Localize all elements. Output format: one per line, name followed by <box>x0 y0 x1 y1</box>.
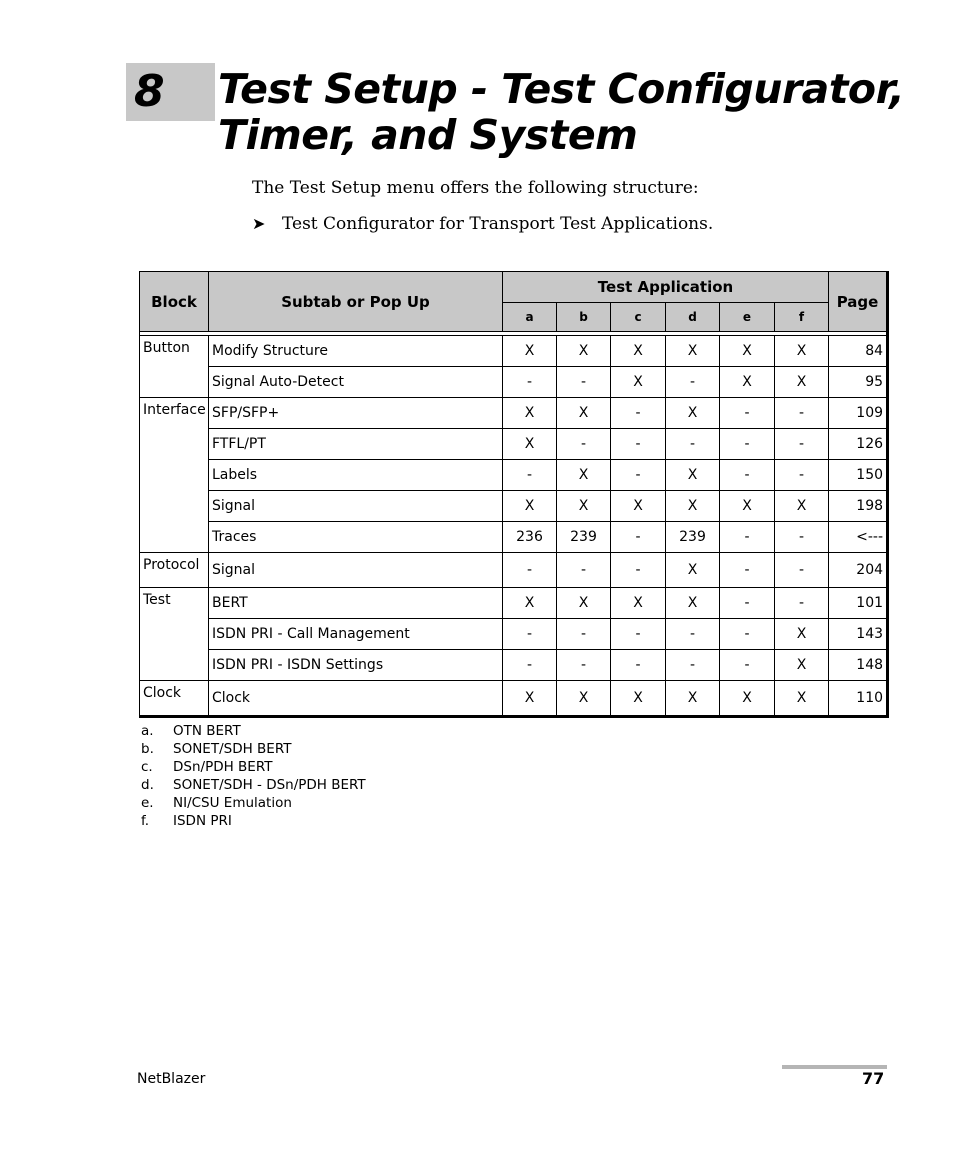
cell-app-c: - <box>611 553 666 588</box>
header-app-f: f <box>775 303 829 332</box>
table-row <box>140 681 888 717</box>
cell-subtab: Clock <box>209 681 503 717</box>
cell-app-c: - <box>611 460 666 491</box>
cell-page: 84 <box>829 336 888 367</box>
cell-page: 126 <box>829 429 888 460</box>
cell-subtab: ISDN PRI - Call Management <box>209 619 503 650</box>
table-row <box>140 460 888 491</box>
cell-app-c: X <box>611 491 666 522</box>
footnote-text: ISDN PRI <box>173 813 232 829</box>
cell-subtab: ISDN PRI - ISDN Settings <box>209 650 503 681</box>
table-row <box>140 398 888 429</box>
cell-app-d: X <box>666 491 720 522</box>
footnotes <box>141 722 366 830</box>
cell-subtab: Signal Auto-Detect <box>209 367 503 398</box>
cell-app-c: - <box>611 650 666 681</box>
cell-app-d: X <box>666 460 720 491</box>
cell-subtab: Signal <box>209 553 503 588</box>
cell-app-b: X <box>557 460 611 491</box>
header-page: Page <box>829 272 888 332</box>
cell-app-a: - <box>503 650 557 681</box>
table-row <box>140 367 888 398</box>
cell-app-b: - <box>557 619 611 650</box>
table-row <box>140 553 888 588</box>
cell-app-b: X <box>557 398 611 429</box>
cell-app-f: X <box>775 650 829 681</box>
arrow-bullet-icon: ➤ <box>252 214 266 233</box>
table-row <box>140 588 888 619</box>
cell-block: Test <box>140 588 209 681</box>
cell-app-b: - <box>557 650 611 681</box>
footnote-item <box>141 722 366 740</box>
cell-app-a: X <box>503 588 557 619</box>
cell-app-e: - <box>720 553 775 588</box>
cell-app-c: X <box>611 681 666 717</box>
cell-subtab: Signal <box>209 491 503 522</box>
cell-page: 148 <box>829 650 888 681</box>
cell-subtab: Modify Structure <box>209 336 503 367</box>
header-test-application: Test Application <box>503 272 829 303</box>
cell-app-d: X <box>666 336 720 367</box>
bullet-item <box>252 214 713 234</box>
table-row <box>140 650 888 681</box>
cell-app-a: - <box>503 367 557 398</box>
footnote-text: SONET/SDH BERT <box>173 741 292 757</box>
footnote-item <box>141 740 366 758</box>
footnote-item <box>141 776 366 794</box>
cell-app-b: - <box>557 429 611 460</box>
footnote-text: SONET/SDH - DSn/PDH BERT <box>173 777 366 793</box>
cell-app-f: X <box>775 336 829 367</box>
footnote-text: OTN BERT <box>173 723 241 739</box>
cell-block: Clock <box>140 681 209 717</box>
bullet-text: Test Configurator for Transport Test Applications. <box>282 214 714 234</box>
cell-subtab: FTFL/PT <box>209 429 503 460</box>
cell-app-d: - <box>666 367 720 398</box>
cell-app-f: X <box>775 681 829 717</box>
table-row <box>140 522 888 553</box>
cell-app-f: X <box>775 367 829 398</box>
footnote-item <box>141 812 366 830</box>
cell-app-b: - <box>557 367 611 398</box>
cell-app-a: X <box>503 491 557 522</box>
cell-app-b: - <box>557 553 611 588</box>
footnote-text: DSn/PDH BERT <box>173 759 273 775</box>
header-app-d: d <box>666 303 720 332</box>
header-app-a: a <box>503 303 557 332</box>
header-subtab: Subtab or Pop Up <box>209 272 503 332</box>
cell-app-b: X <box>557 588 611 619</box>
cell-app-e: X <box>720 367 775 398</box>
cell-page: 109 <box>829 398 888 429</box>
table-row <box>140 491 888 522</box>
footnote-text: NI/CSU Emulation <box>173 795 292 811</box>
table-row <box>140 429 888 460</box>
cell-app-c: - <box>611 398 666 429</box>
table-row <box>140 619 888 650</box>
cell-page: <--- <box>829 522 888 553</box>
cell-app-e: - <box>720 522 775 553</box>
structure-table <box>139 271 889 718</box>
footnote-key: b. <box>141 741 154 757</box>
cell-app-d: X <box>666 553 720 588</box>
cell-subtab: SFP/SFP+ <box>209 398 503 429</box>
footnote-item <box>141 758 366 776</box>
cell-app-d: X <box>666 681 720 717</box>
cell-app-b: X <box>557 336 611 367</box>
footnote-key: c. <box>141 759 153 775</box>
cell-page: 204 <box>829 553 888 588</box>
cell-app-a: X <box>503 429 557 460</box>
footer-product: NetBlazer <box>137 1071 206 1087</box>
cell-app-e: X <box>720 336 775 367</box>
footer-page-number: 77 <box>862 1069 885 1088</box>
cell-app-e: X <box>720 491 775 522</box>
footnote-key: d. <box>141 777 154 793</box>
cell-app-b: X <box>557 491 611 522</box>
cell-app-c: X <box>611 367 666 398</box>
footnote-key: e. <box>141 795 154 811</box>
cell-app-e: - <box>720 588 775 619</box>
cell-app-d: - <box>666 619 720 650</box>
cell-app-d: X <box>666 588 720 619</box>
cell-app-c: X <box>611 336 666 367</box>
cell-app-e: - <box>720 429 775 460</box>
cell-app-c: X <box>611 588 666 619</box>
cell-app-e: - <box>720 398 775 429</box>
cell-app-a: X <box>503 336 557 367</box>
cell-app-d: 239 <box>666 522 720 553</box>
chapter-number: 8 <box>134 66 165 117</box>
structure-table-wrapper <box>139 271 887 718</box>
chapter-title: Test Setup - Test Configurator, Timer, and System <box>218 65 905 159</box>
footnote-key: a. <box>141 723 154 739</box>
cell-app-e: X <box>720 681 775 717</box>
cell-app-b: X <box>557 681 611 717</box>
cell-subtab: Traces <box>209 522 503 553</box>
header-block: Block <box>140 272 209 332</box>
cell-app-f: - <box>775 553 829 588</box>
cell-app-d: X <box>666 398 720 429</box>
cell-app-a: X <box>503 681 557 717</box>
header-app-b: b <box>557 303 611 332</box>
cell-page: 95 <box>829 367 888 398</box>
cell-page: 198 <box>829 491 888 522</box>
cell-app-e: - <box>720 650 775 681</box>
intro-text: The Test Setup menu offers the following structure: <box>252 178 699 198</box>
cell-app-e: - <box>720 619 775 650</box>
cell-app-d: - <box>666 429 720 460</box>
cell-block: Protocol <box>140 553 209 588</box>
cell-app-f: - <box>775 429 829 460</box>
footnote-key: f. <box>141 813 150 829</box>
footnote-item <box>141 794 366 812</box>
cell-app-a: - <box>503 460 557 491</box>
cell-page: 150 <box>829 460 888 491</box>
cell-page: 110 <box>829 681 888 717</box>
cell-app-f: - <box>775 522 829 553</box>
cell-block: Button <box>140 336 209 398</box>
cell-page: 101 <box>829 588 888 619</box>
cell-app-f: X <box>775 491 829 522</box>
cell-app-a: - <box>503 619 557 650</box>
cell-app-a: 236 <box>503 522 557 553</box>
cell-app-a: - <box>503 553 557 588</box>
cell-block: Interface <box>140 398 209 553</box>
cell-subtab: Labels <box>209 460 503 491</box>
cell-app-d: - <box>666 650 720 681</box>
cell-page: 143 <box>829 619 888 650</box>
cell-app-c: - <box>611 429 666 460</box>
header-app-e: e <box>720 303 775 332</box>
cell-app-f: - <box>775 588 829 619</box>
header-app-c: c <box>611 303 666 332</box>
cell-app-e: - <box>720 460 775 491</box>
cell-app-c: - <box>611 619 666 650</box>
cell-app-c: - <box>611 522 666 553</box>
cell-app-f: X <box>775 619 829 650</box>
cell-app-a: X <box>503 398 557 429</box>
cell-app-b: 239 <box>557 522 611 553</box>
cell-subtab: BERT <box>209 588 503 619</box>
cell-app-f: - <box>775 398 829 429</box>
cell-app-f: - <box>775 460 829 491</box>
table-row <box>140 336 888 367</box>
